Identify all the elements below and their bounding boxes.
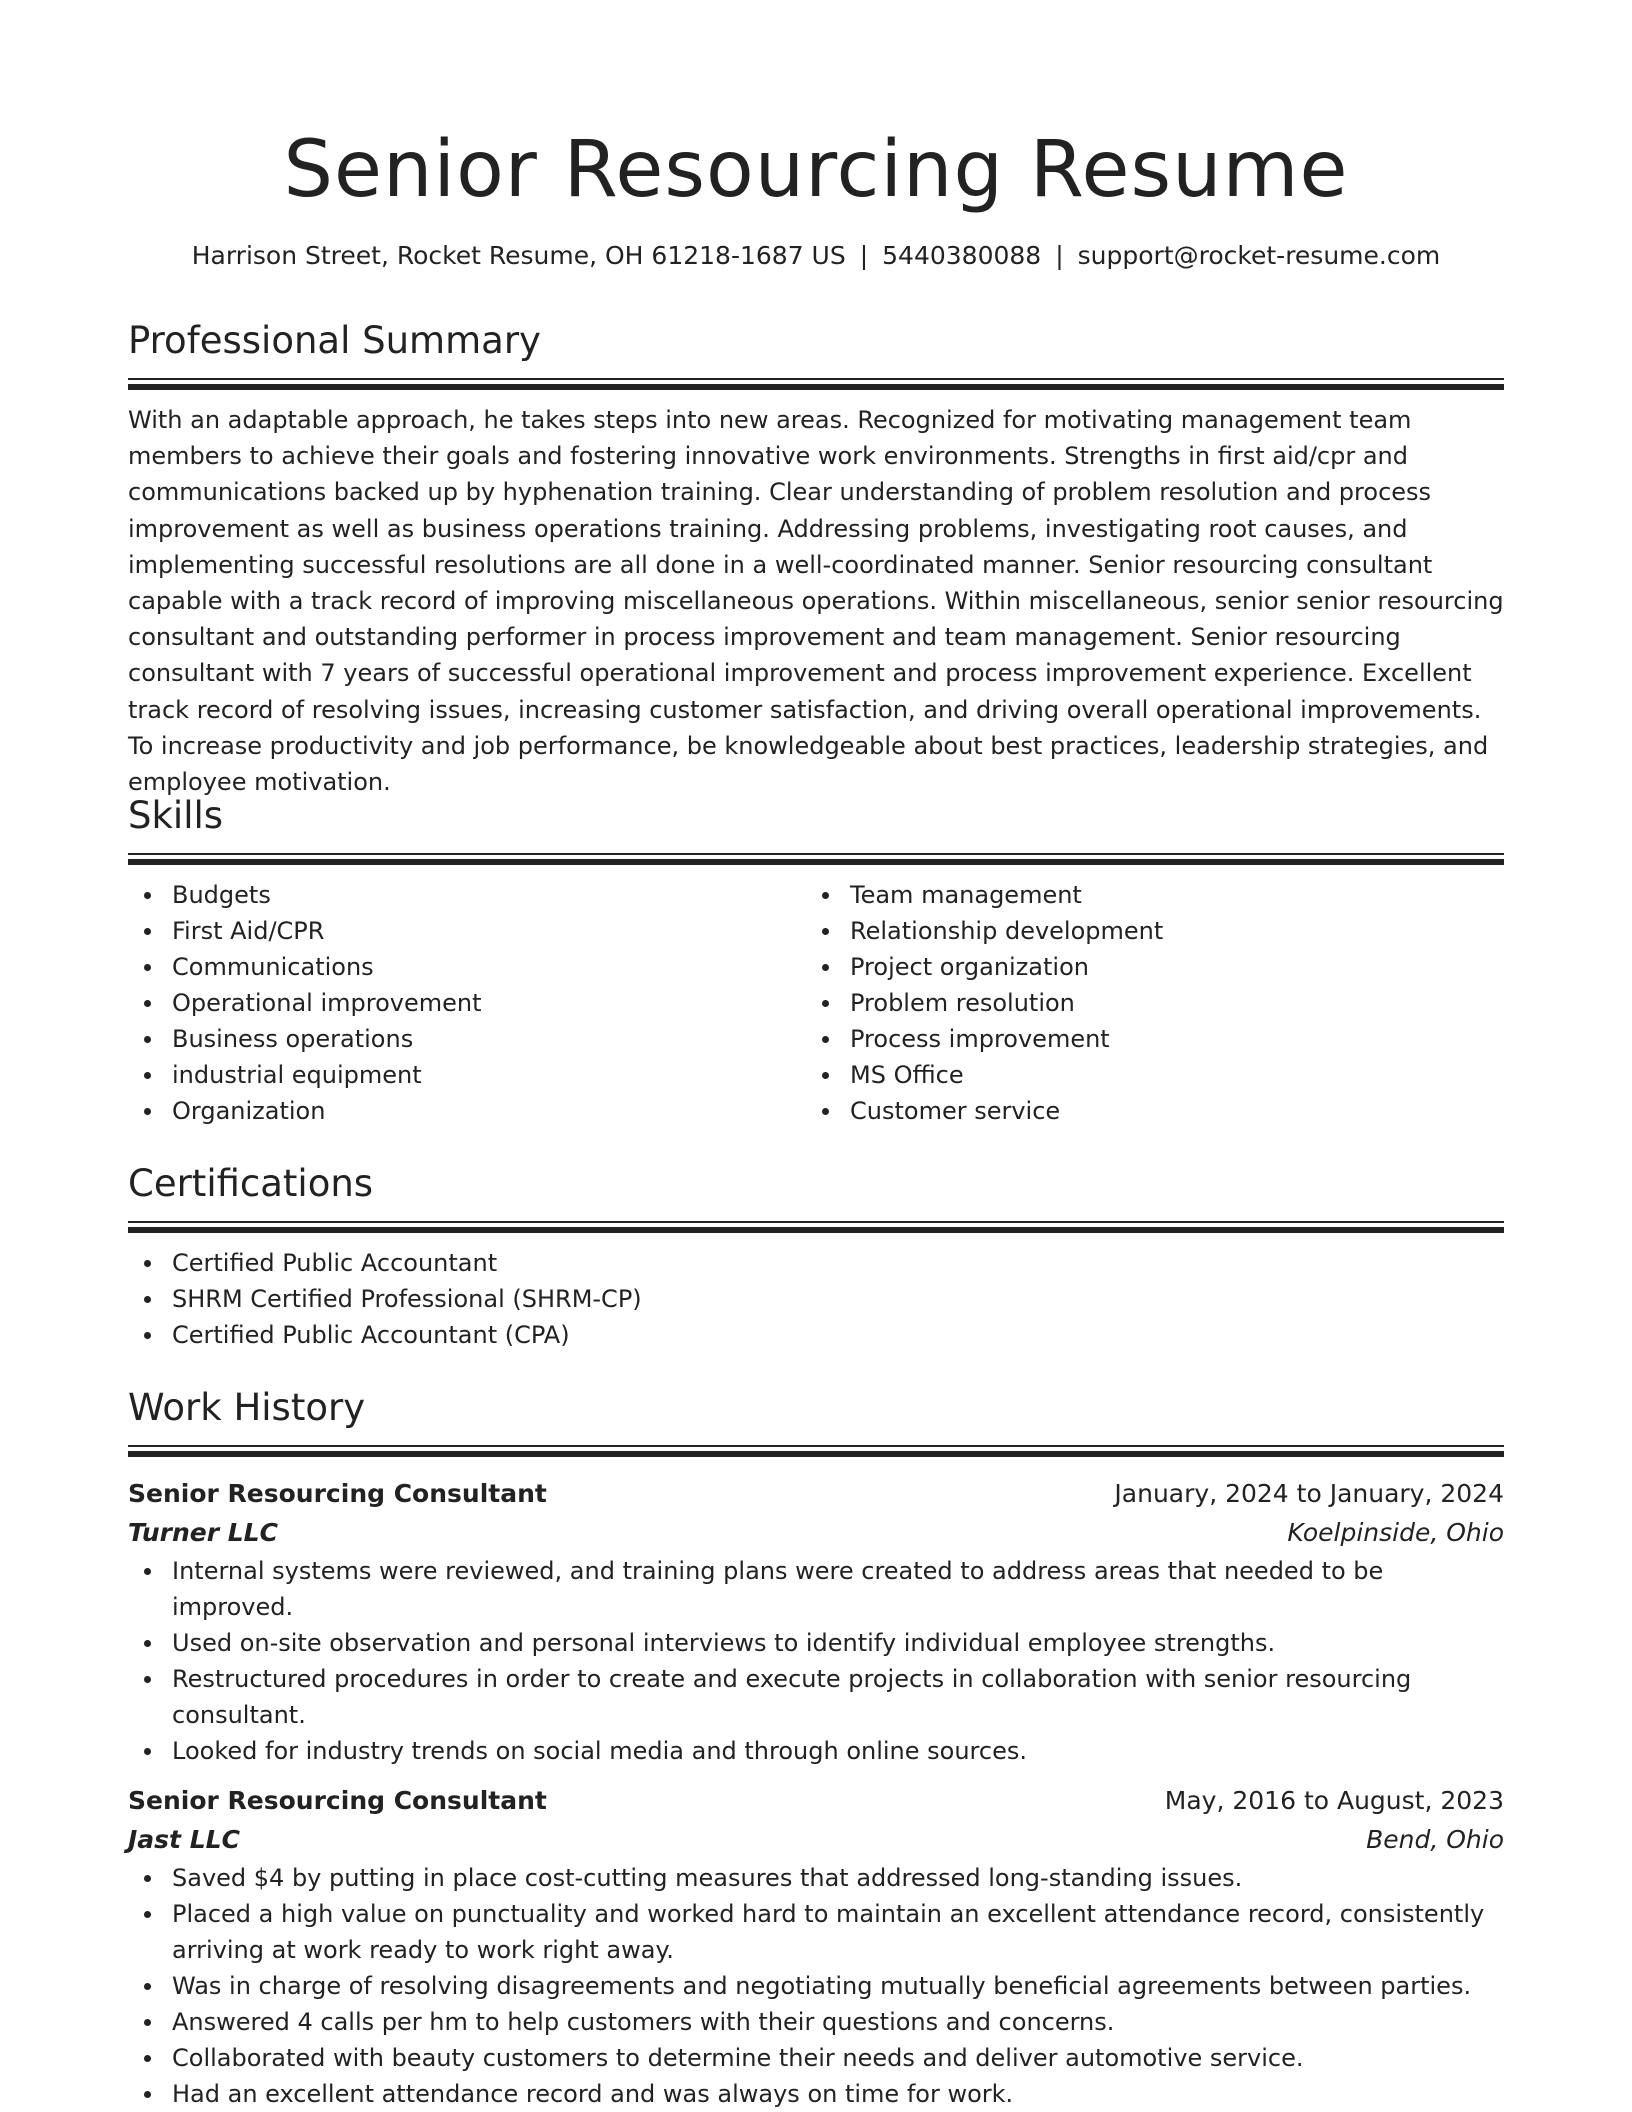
- job-location: Koelpinside, Ohio: [1287, 1518, 1504, 1547]
- job-title: Senior Resourcing Consultant: [128, 1479, 547, 1508]
- skill-item: Relationship development: [806, 913, 1484, 949]
- summary-text: With an adaptable approach, he takes steps into new areas. Recognized for motivating management team members to achieve their goals and fostering innovative work environments. Strengths in first aid/cpr and communications backed up by hyphenation training. Clear understanding of problem resolution and process improvement as well as business operations training. Addressing problems, investigating root causes, and implementing successful resolutions are all done in a well-coordinated manner. Senior resourcing consultant capable with a track record of improving miscellaneous operations. Within miscellaneous, senior senior resourcing consultant and outstanding performer in process improvement and team management. Senior resourcing consultant with 7 years of successful operational improvement and process improvement experience. Excellent track record of resolving issues, increasing customer satisfaction, and driving overall operational improvements. To increase productivity and job performance, be knowledgeable about best practices, leadership strategies, and employee motivation.: [128, 406, 1504, 797]
- job-bullet: Looked for industry trends on social media and through online sources.: [128, 1733, 1504, 1769]
- section-rule: [128, 1445, 1504, 1457]
- job-dates: May, 2016 to August, 2023: [1164, 1786, 1504, 1815]
- contact-separator: |: [1055, 241, 1064, 270]
- job-subheader: [128, 1820, 1504, 1860]
- job-bullet: Had an excellent attendance record and was always on time for work.: [128, 2076, 1504, 2112]
- job-bullet-list: [128, 1860, 1504, 2112]
- skills-section: [128, 791, 1504, 1129]
- summary-section: [128, 316, 1504, 800]
- job-dates: January, 2024 to January, 2024: [1114, 1479, 1504, 1508]
- certifications-list: [128, 1245, 1504, 1353]
- certification-item: Certified Public Accountant (CPA): [128, 1317, 1504, 1353]
- certification-item: SHRM Certified Professional (SHRM-CP): [128, 1281, 1504, 1317]
- job-bullet: Was in charge of resolving disagreements and negotiating mutually beneficial agreements between parties.: [128, 1968, 1504, 2004]
- skill-item: Project organization: [806, 949, 1484, 985]
- certifications-heading: Certifications: [128, 1162, 374, 1205]
- contact-separator: |: [859, 241, 869, 270]
- skill-item: Customer service: [806, 1093, 1484, 1129]
- summary-heading: Professional Summary: [128, 319, 541, 362]
- section-rule: [128, 853, 1504, 865]
- certification-item: Certified Public Accountant: [128, 1245, 1504, 1281]
- job-bullet: Collaborated with beauty customers to determine their needs and deliver automotive service.: [128, 2040, 1504, 2076]
- skills-heading: Skills: [128, 794, 224, 837]
- job-bullet: Answered 4 calls per hm to help customers with their questions and concerns.: [128, 2004, 1504, 2040]
- contact-line: [128, 238, 1504, 274]
- job-company: Turner LLC: [128, 1518, 278, 1547]
- page-title: Senior Resourcing Resume: [283, 125, 1349, 215]
- job-company: Jast LLC: [128, 1825, 240, 1854]
- job-bullet: Restructured procedures in order to create and execute projects in collaboration with senior resourcing consultant.: [128, 1661, 1504, 1733]
- skill-item: Operational improvement: [128, 985, 806, 1021]
- contact-phone: 5440380088: [882, 241, 1042, 270]
- skill-item: Problem resolution: [806, 985, 1484, 1021]
- work-history-section: [128, 1383, 1504, 1457]
- skill-item: Business operations: [128, 1021, 806, 1057]
- skills-list-left: [128, 877, 806, 1129]
- skills-grid: [128, 877, 1504, 1129]
- skill-item: Organization: [128, 1093, 806, 1129]
- job-entry: [128, 1475, 1504, 1769]
- job-title: Senior Resourcing Consultant: [128, 1786, 547, 1815]
- job-bullet: Placed a high value on punctuality and worked hard to maintain an excellent attendance record, consistently arriving at work ready to work right away.: [128, 1896, 1504, 1968]
- job-header: [128, 1782, 1504, 1820]
- skill-item: Team management: [806, 877, 1484, 913]
- job-bullet-list: [128, 1553, 1504, 1769]
- job-location: Bend, Ohio: [1366, 1825, 1504, 1854]
- skills-list-right: [806, 877, 1484, 1129]
- skill-item: MS Office: [806, 1057, 1484, 1093]
- job-header: [128, 1475, 1504, 1513]
- skill-item: industrial equipment: [128, 1057, 806, 1093]
- skill-item: Budgets: [128, 877, 806, 913]
- section-rule: [128, 378, 1504, 390]
- job-bullet: Used on-site observation and personal interviews to identify individual employee strengths.: [128, 1625, 1504, 1661]
- job-bullet: Internal systems were reviewed, and training plans were created to address areas that needed to be improved.: [128, 1553, 1504, 1625]
- job-subheader: [128, 1513, 1504, 1553]
- work-history-heading: Work History: [128, 1386, 366, 1429]
- job-bullet: Saved $4 by putting in place cost-cutting measures that addressed long-standing issues.: [128, 1860, 1504, 1896]
- section-rule: [128, 1221, 1504, 1233]
- job-entry: [128, 1782, 1504, 2112]
- skill-item: Communications: [128, 949, 806, 985]
- skill-item: Process improvement: [806, 1021, 1484, 1057]
- contact-email: support@rocket-resume.com: [1077, 241, 1441, 270]
- contact-address: Harrison Street, Rocket Resume, OH 61218-1687 US: [191, 241, 846, 270]
- certifications-section: [128, 1159, 1504, 1353]
- skill-item: First Aid/CPR: [128, 913, 806, 949]
